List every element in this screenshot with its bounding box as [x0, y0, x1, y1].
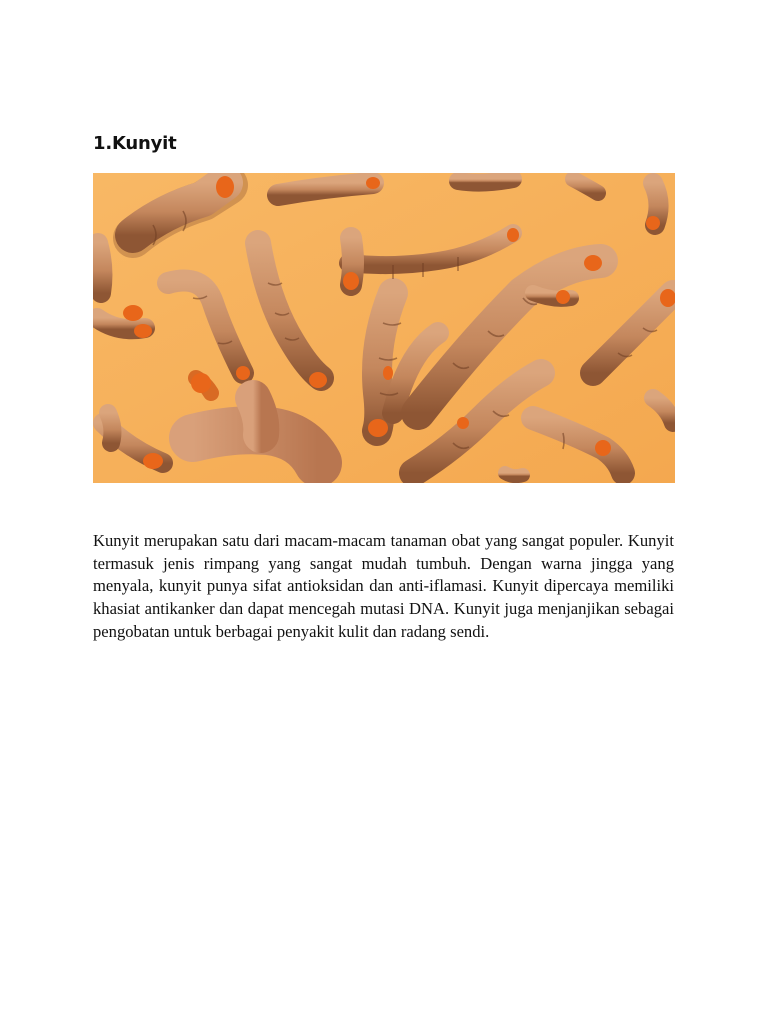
- turmeric-photo: [93, 173, 675, 483]
- page-title: 1.Kunyit: [93, 133, 177, 154]
- body-paragraph: Kunyit merupakan satu dari macam-macam tanaman obat yang sangat populer. Kunyit termasuk jenis rimpang yang sangat mudah tumbuh. Dengan warna jingga yang menyala, kunyit punya sifat antioksidan dan anti-iflamasi. Kunyit dipercaya memiliki khasiat antikanker dan dapat mencegah mutasi DNA. Kunyit juga menjanjikan sebagai pengobatan untuk berbagai penyakit kulit dan radang sendi.: [93, 531, 674, 641]
